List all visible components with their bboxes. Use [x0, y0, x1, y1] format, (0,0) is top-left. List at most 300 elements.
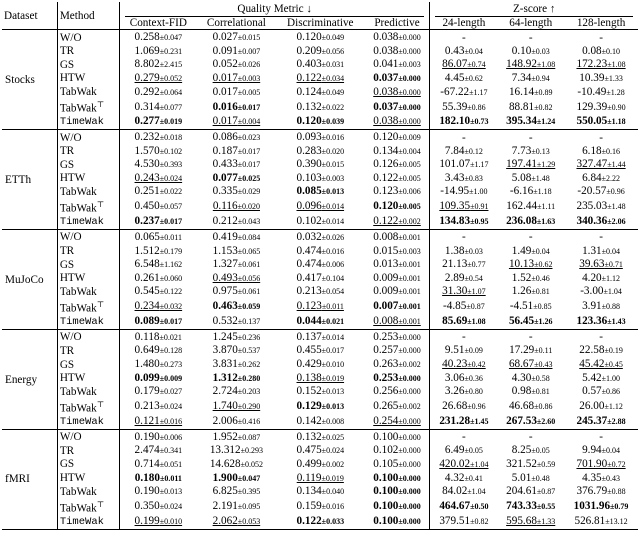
table-cell: 0.403±0.031 [296, 58, 345, 71]
table-cell: - [430, 30, 497, 45]
table-cell: 0.122±0.002 [373, 215, 421, 228]
table-cell: - [497, 429, 564, 444]
table-row [2, 499, 638, 515]
table-row [2, 515, 638, 529]
table-row [2, 399, 638, 415]
table-cell: 0.037±0.000 [373, 71, 421, 84]
table-cell: 86.07±0.74 [430, 58, 497, 72]
table-cell: 1031.96±0.79 [573, 500, 629, 513]
table-cell: 0.187±0.017 [212, 144, 261, 157]
method-name: TimeWak [57, 115, 119, 129]
header-col: Correlational [197, 17, 276, 30]
table-body [2, 30, 638, 529]
table-cell: 0.100±0.000 [373, 471, 421, 484]
method-name: W/O [57, 130, 119, 145]
method-name: TabWak⊤ [57, 199, 119, 215]
table-row [2, 145, 638, 159]
table-cell: 526.81±13.12 [574, 515, 628, 528]
table-cell: 0.120±0.049 [276, 30, 365, 45]
table-cell: 0.129±0.013 [296, 400, 345, 413]
table-cell: 6.825±0.395 [212, 485, 261, 498]
header-col: 128-length [564, 17, 638, 30]
table-row [2, 30, 638, 45]
table-cell: 0.179±0.027 [119, 385, 196, 399]
table-cell: - [497, 329, 564, 344]
table-cell: 0.013±0.001 [373, 258, 421, 271]
table-cell: 743.33±0.55 [506, 500, 556, 513]
table-row [2, 245, 638, 259]
table-cell: - [564, 329, 638, 344]
table-cell: 0.253±0.000 [373, 371, 421, 384]
table-cell: 26.00±1.12 [579, 400, 623, 413]
table-cell: 0.121±0.016 [119, 415, 196, 429]
table-cell: 0.032±0.026 [276, 229, 365, 244]
table-cell: 3.26±0.80 [430, 385, 497, 399]
table-cell: 0.237±0.017 [119, 215, 196, 229]
table-cell: 0.258±0.047 [119, 30, 196, 45]
table-cell: 1.069±0.231 [119, 45, 196, 59]
table-cell: 0.100±0.000 [365, 429, 430, 444]
table-cell: 1.570±0.102 [119, 145, 196, 159]
table-cell: - [430, 229, 497, 244]
table-cell: 0.493±0.056 [212, 271, 261, 284]
table-cell: 2.474±0.341 [119, 444, 196, 458]
table-cell: 172.23±1.08 [576, 58, 626, 71]
table-cell: 0.474±0.016 [296, 244, 345, 257]
method-name: W/O [57, 30, 119, 45]
table-cell: -6.16±1.18 [509, 185, 552, 198]
table-cell: 0.975±0.061 [212, 285, 261, 298]
table-cell: 55.39±0.86 [430, 99, 497, 115]
table-row [2, 415, 638, 429]
table-row [2, 99, 638, 115]
table-cell: 235.03±1.48 [576, 200, 626, 213]
table-cell: 4.530±0.393 [119, 158, 196, 172]
table-cell: - [430, 429, 497, 444]
table-cell: 236.08±1.63 [506, 215, 556, 228]
table-cell: 0.102±0.000 [373, 444, 421, 457]
table-cell: 0.017±0.003 [212, 71, 261, 84]
table-cell: 0.212±0.043 [212, 215, 261, 228]
table-cell: 0.119±0.019 [296, 471, 344, 484]
table-cell: 1.900±0.047 [212, 471, 261, 484]
table-cell: 0.126±0.005 [373, 158, 421, 171]
table-cell: 0.254±0.000 [373, 415, 421, 428]
table-cell: 0.142±0.008 [296, 415, 345, 428]
table-cell: 0.283±0.020 [296, 144, 345, 157]
method-name: TimeWak [57, 515, 119, 529]
table-cell: 0.532±0.137 [212, 315, 261, 328]
table-cell: -20.57±0.96 [577, 185, 625, 198]
table-cell: 0.016±0.017 [212, 100, 261, 113]
table-cell: 0.086±0.023 [197, 130, 276, 145]
method-name: TabWak⊤ [57, 99, 119, 115]
table-cell: 3.06±0.36 [430, 372, 497, 386]
table-cell: 4.45±0.62 [430, 72, 497, 86]
table-cell: 9.94±0.04 [582, 444, 621, 457]
method-name: TabWak [57, 385, 119, 399]
table-cell: 0.015±0.003 [373, 244, 421, 257]
method-name: TR [57, 45, 119, 59]
table-cell: 0.251±0.022 [119, 185, 196, 199]
table-cell: 0.103±0.003 [296, 171, 345, 184]
table-cell: 0.199±0.010 [119, 515, 196, 529]
table-cell: 4.32±0.41 [430, 472, 497, 486]
table-cell: 0.263±0.002 [373, 358, 421, 371]
table-cell: 5.01±0.48 [511, 471, 550, 484]
table-cell: 0.234±0.032 [119, 299, 196, 315]
table-cell: 13.312±0.293 [209, 444, 263, 457]
table-cell: 204.61±0.87 [506, 485, 556, 498]
table-row [2, 429, 638, 444]
table-cell: - [497, 229, 564, 244]
table-cell: 4.35±0.43 [582, 471, 621, 484]
method-name: TabWak⊤ [57, 299, 119, 315]
dataset-name: ETTh [2, 130, 57, 230]
table-cell: 6.18±0.16 [582, 144, 621, 157]
table-cell: 0.545±0.122 [119, 285, 196, 299]
table-cell: 1.31±0.04 [582, 244, 621, 257]
table-cell: 0.350±0.024 [119, 499, 196, 515]
table-cell: 0.116±0.020 [212, 200, 260, 213]
table-cell: 16.14±0.89 [508, 85, 553, 98]
header-col: Context-FID [119, 17, 196, 30]
header-col: Predictive [365, 17, 430, 30]
table-cell: 0.43±0.04 [430, 45, 497, 59]
method-name: W/O [57, 229, 119, 244]
table-cell: 0.099±0.009 [119, 372, 196, 386]
table-cell: 0.137±0.014 [276, 329, 365, 344]
dataset-name: Energy [2, 329, 57, 429]
table-cell: 0.265±0.002 [373, 400, 421, 413]
table-cell: 3.91±0.88 [582, 300, 621, 313]
table-cell: 0.122±0.033 [296, 515, 345, 528]
table-cell: 0.455±0.017 [296, 344, 345, 357]
table-cell: 0.102±0.014 [296, 215, 345, 228]
header-col: Discriminative [276, 17, 365, 30]
table-cell: 0.419±0.084 [197, 229, 276, 244]
method-name: TabWak [57, 86, 119, 100]
table-cell: 1.153±0.065 [212, 244, 261, 257]
table-cell: 0.123±0.006 [373, 185, 421, 198]
method-name: GS [57, 158, 119, 172]
table-cell: 0.100±0.000 [373, 500, 421, 513]
table-cell: 0.100±0.000 [373, 515, 421, 528]
table-cell: 4.20±1.12 [582, 271, 621, 284]
table-cell: 0.124±0.049 [296, 85, 345, 98]
table-cell: 109.35±0.91 [430, 199, 497, 215]
table-cell: 0.474±0.006 [296, 258, 345, 271]
table-cell: 4.30±0.58 [511, 371, 550, 384]
table-cell: 0.105±0.000 [373, 457, 421, 470]
table-cell: 0.120±0.009 [365, 130, 430, 145]
method-name: GS [57, 458, 119, 472]
table-cell: -14.95±1.00 [430, 185, 497, 199]
table-cell: 0.077±0.025 [212, 171, 261, 184]
table-cell: 0.123±0.011 [296, 300, 344, 313]
method-name: W/O [57, 429, 119, 444]
method-name: W/O [57, 329, 119, 344]
table-cell: 0.213±0.054 [296, 285, 345, 298]
table-cell: 22.58±0.19 [579, 344, 623, 357]
table-row [2, 72, 638, 86]
table-cell: - [564, 429, 638, 444]
table-cell: 0.499±0.002 [296, 457, 345, 470]
table-row [2, 472, 638, 486]
table-cell: 0.277±0.019 [119, 115, 196, 129]
table-cell: 327.47±1.44 [576, 158, 626, 171]
table-cell: 0.152±0.013 [296, 385, 345, 398]
table-row [2, 315, 638, 329]
table-cell: 0.093±0.016 [276, 130, 365, 145]
header-col: 24-length [430, 17, 497, 30]
table-cell: 420.02±1.04 [430, 458, 497, 472]
table-cell: 8.802±2.415 [119, 58, 196, 72]
table-cell: 88.81±0.82 [508, 100, 553, 113]
table-cell: 3.43±0.83 [430, 172, 497, 186]
table-cell: - [564, 229, 638, 244]
table-row [2, 199, 638, 215]
table-cell: 0.132±0.022 [296, 100, 345, 113]
table-cell: 0.279±0.052 [119, 72, 196, 86]
table-cell: 0.138±0.019 [296, 371, 345, 384]
table-row [2, 172, 638, 186]
table-row [2, 485, 638, 499]
table-cell: 395.34±1.24 [506, 115, 556, 128]
dataset-name: Stocks [2, 30, 57, 130]
table-cell: 0.134±0.040 [296, 485, 345, 498]
table-cell: 0.007±0.001 [373, 300, 421, 313]
table-row [2, 215, 638, 229]
table-cell: 1.512±0.179 [119, 245, 196, 259]
table-cell: 0.429±0.010 [296, 358, 345, 371]
table-cell: 45.42±0.45 [579, 358, 623, 371]
table-cell: 701.90±0.72 [576, 457, 626, 470]
dataset-name: MuJoCo [2, 229, 57, 329]
table-cell: 0.98±0.81 [511, 385, 550, 398]
table-row [2, 130, 638, 145]
table-cell: 68.67±0.43 [508, 358, 553, 371]
table-cell: 0.180±0.011 [119, 472, 196, 486]
table-cell: 0.134±0.004 [373, 144, 421, 157]
method-name: TimeWak [57, 415, 119, 429]
table-cell: 595.68±1.33 [506, 515, 556, 528]
table-cell: 14.628±0.052 [209, 457, 263, 470]
table-cell: 0.463±0.059 [212, 300, 261, 313]
method-name: TR [57, 245, 119, 259]
table-cell: 0.044±0.021 [296, 315, 345, 328]
table-cell: 231.28±1.45 [430, 415, 497, 429]
table-cell: 84.02±1.04 [430, 485, 497, 499]
table-cell: 0.118±0.021 [119, 329, 196, 344]
table-cell: 2.89±0.54 [430, 272, 497, 286]
method-name: TR [57, 145, 119, 159]
table-cell: 26.68±0.96 [430, 399, 497, 415]
table-cell: 2.191±0.095 [212, 500, 261, 513]
method-name: TR [57, 444, 119, 458]
table-cell: 3.831±0.262 [212, 358, 261, 371]
table-cell: 8.25±0.05 [511, 444, 550, 457]
table-cell: 0.08±0.10 [582, 44, 621, 57]
table-cell: 0.038±0.000 [373, 115, 421, 128]
table-cell: 0.085±0.013 [296, 185, 345, 198]
method-name: TabWak [57, 485, 119, 499]
method-name: HTW [57, 172, 119, 186]
table-cell: 0.132±0.025 [276, 429, 365, 444]
table-cell: 0.243±0.024 [119, 172, 196, 186]
table-cell: -3.00±1.04 [580, 285, 622, 298]
table-cell: 0.649±0.128 [119, 344, 196, 358]
table-cell: 101.07±1.17 [430, 158, 497, 172]
table-cell: 148.92±1.08 [506, 58, 556, 71]
table-cell: 1.38±0.03 [430, 245, 497, 259]
table-row [2, 385, 638, 399]
table-cell: 0.390±0.015 [296, 158, 345, 171]
table-cell: 1.952±0.087 [197, 429, 276, 444]
table-row [2, 299, 638, 315]
table-cell: - [497, 30, 564, 45]
table-row [2, 358, 638, 372]
table-cell: 21.13±0.77 [430, 258, 497, 272]
table-cell: 7.84±0.12 [430, 145, 497, 159]
table-cell: 321.52±0.59 [506, 457, 556, 470]
table-cell: 17.29±0.11 [509, 344, 553, 357]
table-cell: - [497, 130, 564, 145]
table-row [2, 45, 638, 59]
table-cell: 2.724±0.203 [212, 385, 261, 398]
table-cell: 5.08±1.48 [511, 171, 550, 184]
table-cell: 0.017±0.004 [212, 115, 261, 128]
header-zscore-group: Z-score ↑ [430, 2, 638, 17]
method-name: TabWak⊤ [57, 499, 119, 515]
table-cell: 0.433±0.017 [212, 158, 261, 171]
table-row [2, 58, 638, 72]
table-cell: 267.53±2.60 [506, 415, 556, 428]
table-cell: -10.49±1.28 [577, 85, 625, 98]
table-row [2, 329, 638, 344]
table-row [2, 86, 638, 100]
table-row [2, 458, 638, 472]
table-cell: - [430, 329, 497, 344]
table-cell: 0.096±0.014 [296, 200, 345, 213]
table-cell: 379.51±0.82 [430, 515, 497, 529]
table-cell: 0.037±0.000 [373, 100, 421, 113]
table-cell: 0.089±0.017 [119, 315, 196, 329]
table-cell: 0.213±0.024 [119, 399, 196, 415]
table-cell: 0.100±0.000 [373, 485, 421, 498]
table-cell: 0.038±0.000 [365, 30, 430, 45]
header-dataset: Dataset [2, 2, 57, 30]
table-cell: 0.475±0.024 [296, 444, 345, 457]
table-cell: 129.39±0.90 [576, 100, 626, 113]
method-name: TimeWak [57, 215, 119, 229]
table-cell: 0.417±0.104 [296, 271, 345, 284]
table-cell: -67.22±1.17 [430, 86, 497, 100]
table-cell: 39.63±0.71 [579, 258, 623, 271]
table-cell: 10.39±1.33 [579, 71, 623, 84]
table-cell: 0.256±0.000 [373, 385, 421, 398]
table-row [2, 285, 638, 299]
table-cell: 1.740±0.290 [212, 400, 261, 413]
table-cell: 0.232±0.018 [119, 130, 196, 145]
table-row [2, 444, 638, 458]
table-cell: 0.038±0.000 [373, 85, 421, 98]
table-cell: 1.52±0.46 [511, 271, 550, 284]
table-cell: 7.73±0.13 [511, 144, 550, 157]
table-cell: 1.245±0.236 [197, 329, 276, 344]
table-cell: 0.335±0.029 [212, 185, 261, 198]
method-name: TabWak [57, 185, 119, 199]
table-cell: 0.10±0.03 [511, 44, 550, 57]
table-cell: 0.008±0.001 [365, 229, 430, 244]
table-cell: 0.190±0.006 [119, 429, 196, 444]
table-cell: 0.009±0.001 [373, 285, 421, 298]
table-cell: 0.038±0.000 [373, 44, 421, 57]
table-cell: 0.017±0.005 [212, 85, 261, 98]
header-quality-group: Quality Metric ↓ [119, 2, 430, 17]
table-cell: 85.69±1.08 [430, 315, 497, 329]
table-cell: 6.548±1.162 [119, 258, 196, 272]
table-row [2, 372, 638, 386]
table-cell: 2.006±0.416 [212, 415, 261, 428]
table-cell: 2.062±0.053 [212, 515, 261, 528]
method-name: TabWak⊤ [57, 399, 119, 415]
table-cell: 197.41±1.29 [506, 158, 556, 171]
table-cell: 134.83±0.95 [430, 215, 497, 229]
table-cell: 0.122±0.034 [296, 71, 345, 84]
table-cell: 123.36±1.43 [576, 315, 626, 328]
table-cell: 6.84±2.22 [582, 171, 621, 184]
table-cell: 10.13±0.62 [508, 258, 553, 271]
table-cell: 9.51±0.09 [430, 344, 497, 358]
table-cell: 6.49±0.05 [430, 444, 497, 458]
method-name: TimeWak [57, 315, 119, 329]
table-cell: 0.253±0.000 [365, 329, 430, 344]
table-cell: 1.26±0.81 [511, 285, 550, 298]
table-cell: 0.065±0.011 [119, 229, 196, 244]
method-name: HTW [57, 272, 119, 286]
table-cell: 5.42±1.00 [582, 371, 621, 384]
table-cell: 0.091±0.007 [212, 44, 261, 57]
table-cell: - [430, 130, 497, 145]
method-name: TabWak [57, 285, 119, 299]
table-cell: 182.10±0.73 [430, 115, 497, 129]
table-cell: 0.122±0.005 [373, 171, 421, 184]
table-cell: 0.190±0.013 [119, 485, 196, 499]
table-cell: 245.37±2.88 [576, 415, 626, 428]
table-cell: 0.008±0.001 [373, 315, 421, 328]
table-cell: 1.49±0.04 [511, 244, 550, 257]
method-name: HTW [57, 72, 119, 86]
table-cell: 0.041±0.003 [373, 58, 421, 71]
table-cell: -4.51±0.85 [509, 300, 552, 313]
table-cell: 3.870±0.537 [212, 344, 261, 357]
table-row [2, 229, 638, 244]
table-cell: 0.120±0.039 [296, 115, 345, 128]
table-row [2, 185, 638, 199]
table-cell: 0.292±0.064 [119, 86, 196, 100]
table-cell: 0.314±0.077 [119, 99, 196, 115]
table-cell: 0.120±0.005 [373, 200, 421, 213]
table-cell: 46.68±0.86 [508, 400, 553, 413]
table-row [2, 258, 638, 272]
table-cell: 340.36±2.06 [576, 215, 626, 228]
table-cell: 0.57±0.86 [582, 385, 621, 398]
table-cell: 1.327±0.061 [212, 258, 261, 271]
method-name: HTW [57, 372, 119, 386]
table-cell: 0.714±0.051 [119, 458, 196, 472]
table-cell: 376.79±0.88 [576, 485, 626, 498]
